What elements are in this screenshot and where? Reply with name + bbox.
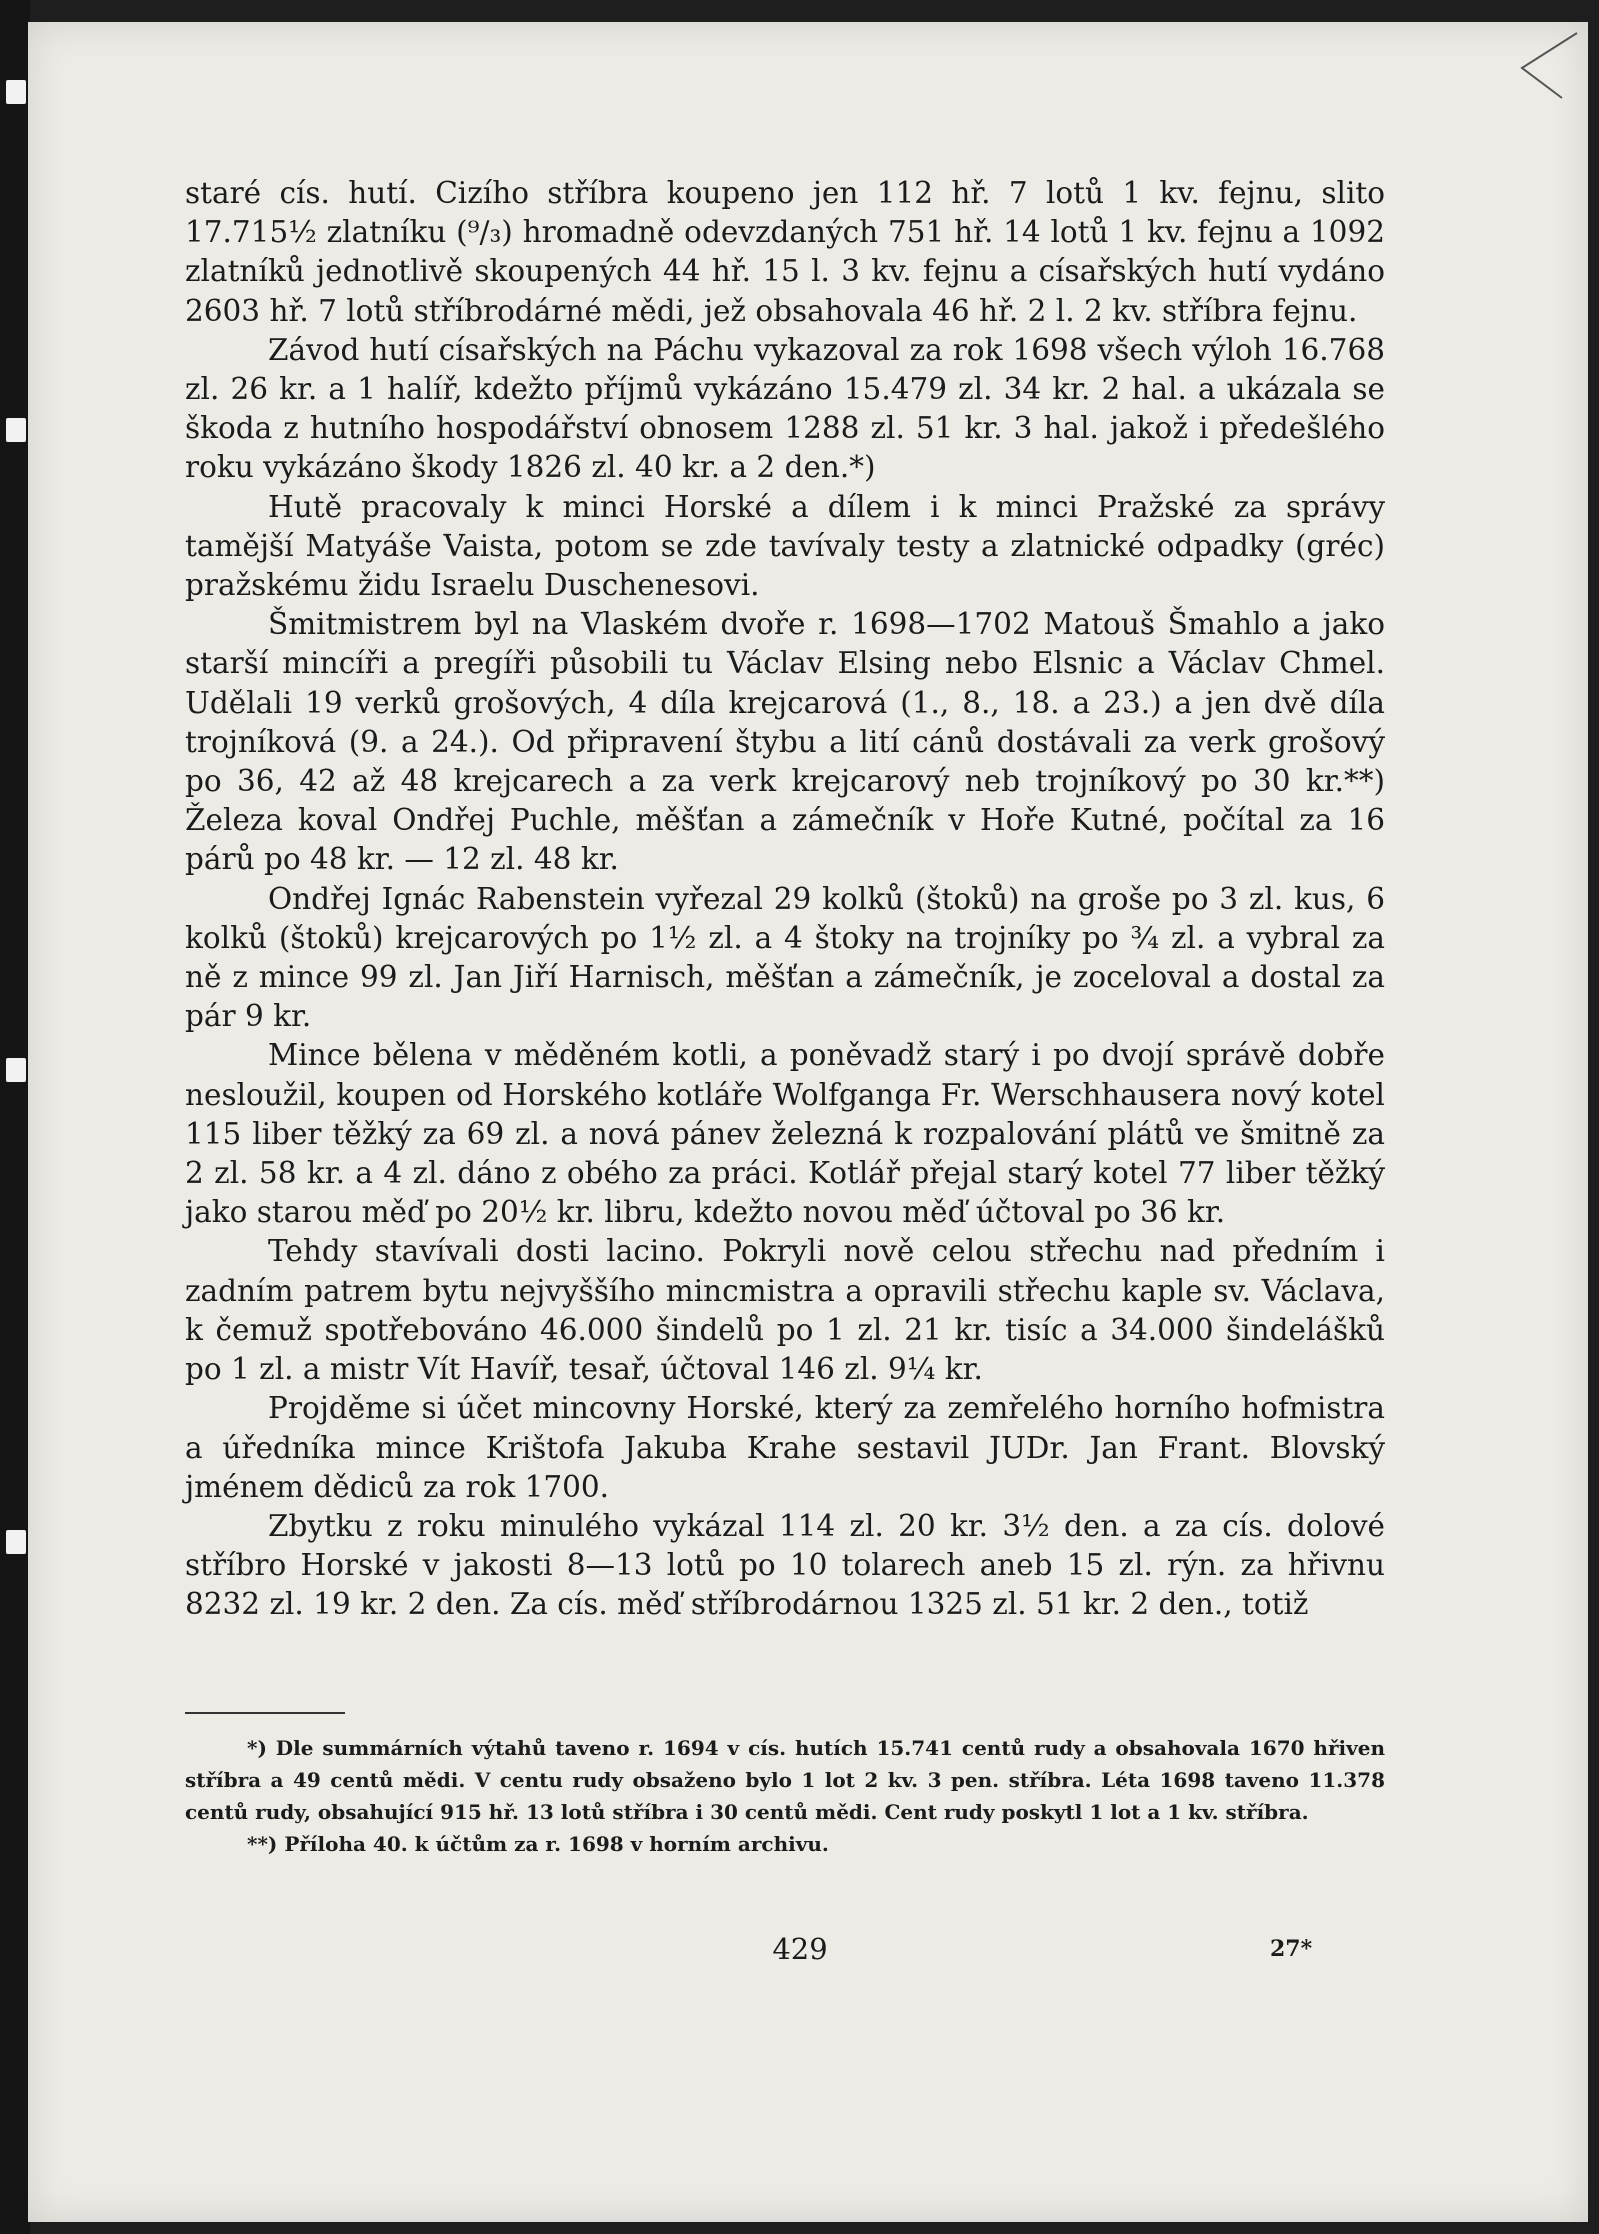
binding-tab	[6, 418, 26, 442]
page-fold-icon	[1502, 28, 1582, 108]
paragraph: Ondřej Ignác Rabenstein vyřezal 29 kolků (štoků) na groše po 3 zl. kus, 6 kolků (štoků) krejcarových po 1½ zl. a 4 štoky na trojníky po ¾ zl. a vybral za ně z mince 99 zl. Jan Jiří Harnisch, měšťan a zámečník, je zoceloval a dostal za pár 9 kr.	[185, 881, 1385, 1034]
paragraph: Projděme si účet mincovny Horské, který za zemřelého horního hofmistra a úředníka mince Krištofa Jakuba Krahe sestavil JUDr. Jan Frant. Blovský jménem dědiců za rok 1700.	[185, 1391, 1385, 1504]
book-binding-edge	[0, 0, 30, 2234]
footnotes	[185, 1732, 1385, 1860]
paragraph: Hutě pracovaly k minci Horské a dílem i k minci Pražské za správy tamější Matyáše Vaista, potom se zde tavívaly testy a zlatnické odpadky (gréc) pražskému židu Israelu Duschenesovi.	[185, 489, 1385, 603]
binding-tab	[6, 1058, 26, 1082]
paragraph: Mince bělena v měděném kotli, a poněvadž starý i po dvojí správě dobře nesloužil, koupen od Horského kotláře Wolfganga Fr. Werschhausera nový kotel 115 liber těžký za 69 zl. a nová pánev železná k rozpalování plátů ve šmitně za 2 zl. 58 kr. a 4 zl. dáno z obého za práci. Kotlář přejal starý kotel 77 liber těžký jako starou měď po 20½ kr. libru, kdežto novou měď účtoval po 36 kr.	[185, 1038, 1385, 1230]
paragraph: Šmitmistrem byl na Vlaském dvoře r. 1698—1702 Matouš Šmahlo a jako starší mincíři a pregíři působili tu Václav Elsing nebo Elsnic a Václav Chmel. Udělali 19 verků grošových, 4 díla krejcarová (1., 8., 18. a 23.) a jen dvě díla trojníková (9. a 24.). Od připravení štybu a lití cánů dostávali za verk grošový po 36, 42 až 48 krejcarech a za verk krejcarový neb trojníkový po 30 kr.**) Železa koval Ondřej Puchle, měšťan a zámečník v Hoře Kutné, počítal za 16 párů po 48 kr. — 12 zl. 48 kr.	[185, 607, 1385, 877]
paragraph: Zbytku z roku minulého vykázal 114 zl. 20 kr. 3½ den. a za cís. dolové stříbro Horské v jakosti 8—13 lotů po 10 tolarech aneb 15 zl. rýn. za hřivnu 8232 zl. 19 kr. 2 den. Za cís. měď stříbrodárnou 1325 zl. 51 kr. 2 den., totiž	[185, 1508, 1385, 1622]
binding-tab	[6, 80, 26, 104]
footnote: **) Příloha 40. k účtům za r. 1698 v horním archivu.	[247, 1832, 829, 1856]
paragraph: staré cís. hutí. Cizího stříbra koupeno jen 112 hř. 7 lotů 1 kv. fejnu, slito 17.715½ zlatníku (⁹/₃) hromadně odevzdaných 751 hř. 14 lotů 1 kv. fejnu a 1092 zlatníků jednotlivě skoupených 44 hř. 15 l. 3 kv. fejnu a císařských hutí vydáno 2603 hř. 7 lotů stříbrodárné mědi, jež obsahovala 46 hř. 2 l. 2 kv. stříbra fejnu.	[185, 176, 1385, 328]
paragraph: Tehdy stavívali dosti lacino. Pokryli nově celou střechu nad předním i zadním patrem bytu nejvyššího mincmistra a opravili střechu kaple sv. Václava, k čemuž spotřebováno 46.000 šindelů po 1 zl. 21 kr. tisíc a 34.000 šindelášků po 1 zl. a mistr Vít Havíř, tesař, účtoval 146 zl. 9¼ kr.	[185, 1234, 1385, 1387]
footnote: *) Dle summárních výtahů taveno r. 1694 v cís. hutích 15.741 centů rudy a obsahovala 1670 hřiven stříbra a 49 centů mědi. V centu rudy obsaženo bylo 1 lot 2 kv. 3 pen. stříbra. Léta 1698 taveno 11.378 centů rudy, obsahující 915 hř. 13 lotů stříbra i 30 centů mědi. Cent rudy poskytl 1 lot a 1 kv. stříbra.	[185, 1736, 1385, 1824]
signature-mark: 27*	[1270, 1936, 1313, 1962]
paragraph: Závod hutí císařských na Páchu vykazoval za rok 1698 všech výloh 16.768 zl. 26 kr. a 1 halíř, kdežto příjmů vykázáno 15.479 zl. 34 kr. 2 hal. a ukázala se škoda z hutního hospodářství obnosem 1288 zl. 51 kr. 3 hal. jakož i předešlého roku vykázáno škody 1826 zl. 40 kr. a 2 den.*)	[185, 332, 1385, 485]
binding-tab	[6, 1530, 26, 1554]
body-text	[185, 174, 1385, 1625]
page-number: 429	[772, 1932, 828, 1966]
footnote-divider	[185, 1712, 345, 1714]
